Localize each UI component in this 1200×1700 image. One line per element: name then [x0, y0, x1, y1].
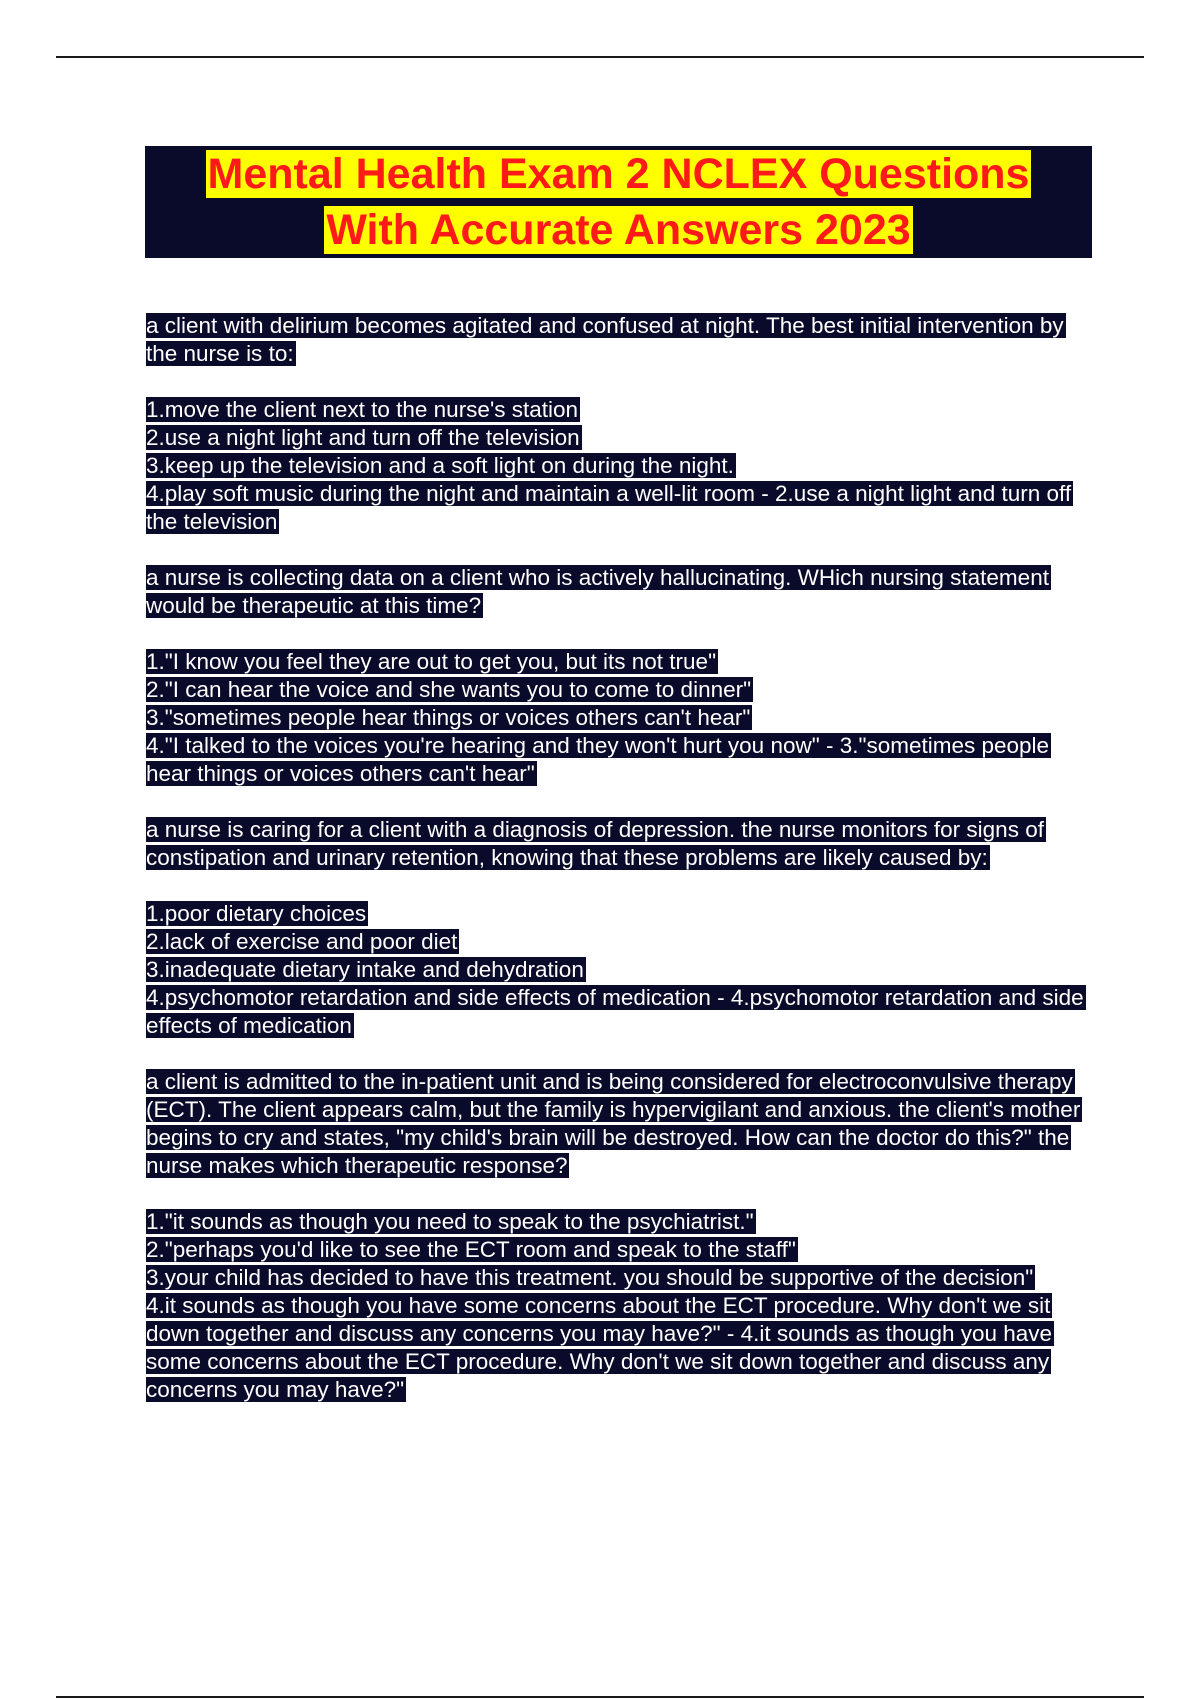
answer-options: [146, 900, 1096, 1040]
option-item: 1."it sounds as though you need to speak to the psychiatrist.": [146, 1209, 754, 1234]
bottom-rule: [56, 1696, 1144, 1698]
question-stem: a nurse is collecting data on a client who is actively hallucinating. WHich nursing statement would be therapeutic at this time?: [146, 565, 1049, 618]
option-item: 1.poor dietary choices: [146, 901, 367, 926]
top-rule: [56, 56, 1144, 58]
option-item: 4."I talked to the voices you're hearing and they won't hurt you now" - 3."sometimes people hear things or voices others can't hear": [146, 733, 1050, 786]
answer-options: [146, 648, 1096, 788]
question-stem: a client with delirium becomes agitated and confused at night. The best initial intervention by the nurse is to:: [146, 313, 1064, 366]
option-item: 2.use a night light and turn off the television: [146, 425, 580, 450]
option-item: 4.psychomotor retardation and side effects of medication - 4.psychomotor retardation and side effects of medication: [146, 985, 1084, 1038]
title-line-1: Mental Health Exam 2 NCLEX Questions: [207, 150, 1030, 198]
answer-options: [146, 1208, 1096, 1404]
option-item: 1."I know you feel they are out to get you, but its not true": [146, 649, 717, 674]
option-item: 3.your child has decided to have this treatment. you should be supportive of the decision": [146, 1265, 1034, 1290]
option-item: 4.it sounds as though you have some concerns about the ECT procedure. Why don't we sit down together and discuss any concerns you may have?" - 4.it sounds as though you have some concerns about the ECT procedure. Why don't we sit down together and discuss any concerns you may have?": [146, 1293, 1053, 1402]
question-stem: a nurse is caring for a client with a diagnosis of depression. the nurse monitors for signs of constipation and urinary retention, knowing that these problems are likely caused by:: [146, 817, 1044, 870]
option-item: 3.keep up the television and a soft light on during the night.: [146, 453, 734, 478]
option-item: 4.play soft music during the night and maintain a well-lit room - 2.use a night light and turn off the television: [146, 481, 1072, 534]
title-line-2: With Accurate Answers 2023: [326, 206, 911, 254]
question-stem: a client is admitted to the in-patient unit and is being considered for electroconvulsive therapy (ECT). The client appears calm, but the family is hypervigilant and anxious. the client's mother begins to cry and states, "my child's brain will be destroyed. How can the doctor do this?" the nurse makes which therapeutic response?: [146, 1069, 1081, 1178]
document-title: [145, 146, 1092, 258]
option-item: 2."I can hear the voice and she wants you to come to dinner": [146, 677, 752, 702]
question-list: [146, 312, 1096, 1432]
option-item: 3."sometimes people hear things or voices others can't hear": [146, 705, 751, 730]
answer-options: [146, 396, 1096, 536]
option-item: 1.move the client next to the nurse's station: [146, 397, 579, 422]
option-item: 3.inadequate dietary intake and dehydration: [146, 957, 584, 982]
option-item: 2."perhaps you'd like to see the ECT room and speak to the staff": [146, 1237, 796, 1262]
option-item: 2.lack of exercise and poor diet: [146, 929, 458, 954]
